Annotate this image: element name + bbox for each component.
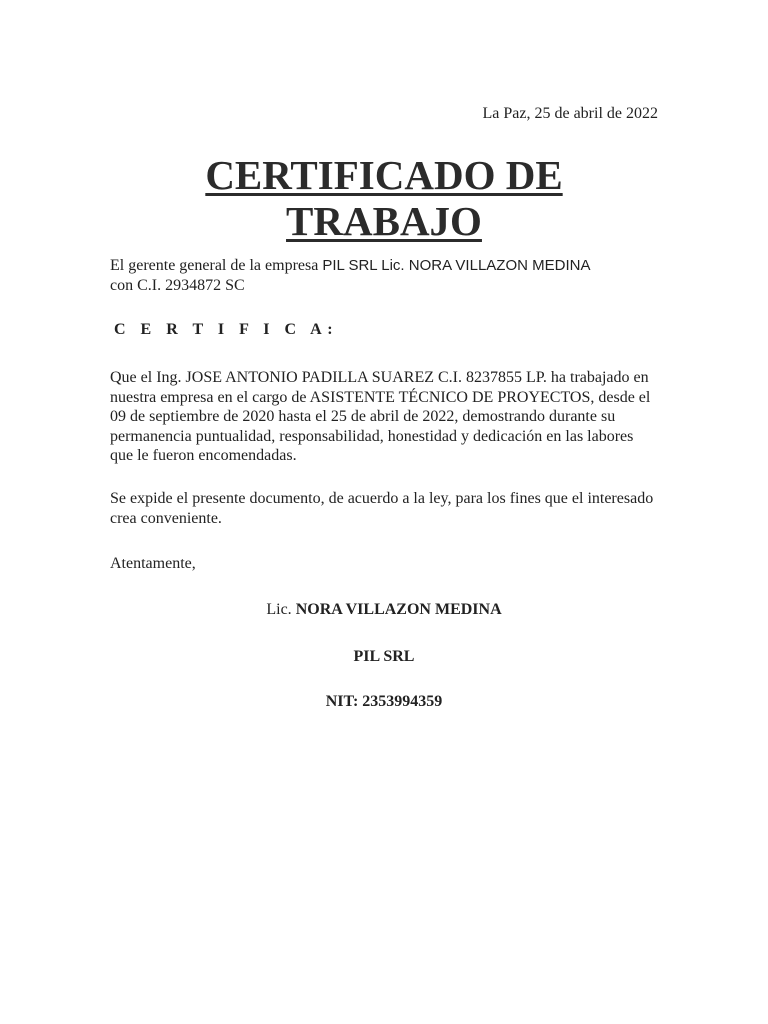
signature-person: NORA VILLAZON MEDINA xyxy=(295,601,502,618)
signature-company: PIL SRL xyxy=(353,648,415,665)
signature-prefix: Lic. xyxy=(266,601,296,618)
intro-company: PIL SRL Lic. NORA VILLAZON MEDINA xyxy=(322,257,591,274)
title-line-1: CERTIFICADO DE xyxy=(205,152,563,198)
body-paragraph: Que el Ing. JOSE ANTONIO PADILLA SUAREZ C.I. 8237855 LP. ha trabajado en nuestra empresa en el cargo de ASISTENTE TÉCNICO DE PROYECTOS, desde el 09 de septiembre de 2020 hasta el 25 de abril de 2022, demostrando durante su permanencia puntualidad, responsabilidad, honestidad y dedicación en las labores que le fueron encomendadas. xyxy=(110,369,651,464)
regards: Atentamente, xyxy=(110,555,196,572)
intro-ci: con C.I. 2934872 SC xyxy=(110,276,245,294)
signature-nit: NIT: 2353994359 xyxy=(325,693,443,710)
signature-name xyxy=(0,600,768,620)
certifica-heading: C E R T I F I C A: xyxy=(114,321,339,338)
title-line-2: TRABAJO xyxy=(286,198,482,244)
intro-paragraph xyxy=(110,256,660,295)
closing-paragraph: Se expide el presente documento, de acuerdo a la ley, para los fines que el interesado crea conveniente. xyxy=(110,490,654,527)
document-title xyxy=(0,152,768,244)
date-line: La Paz, 25 de abril de 2022 xyxy=(482,105,658,122)
intro-text: El gerente general de la empresa xyxy=(110,257,323,274)
